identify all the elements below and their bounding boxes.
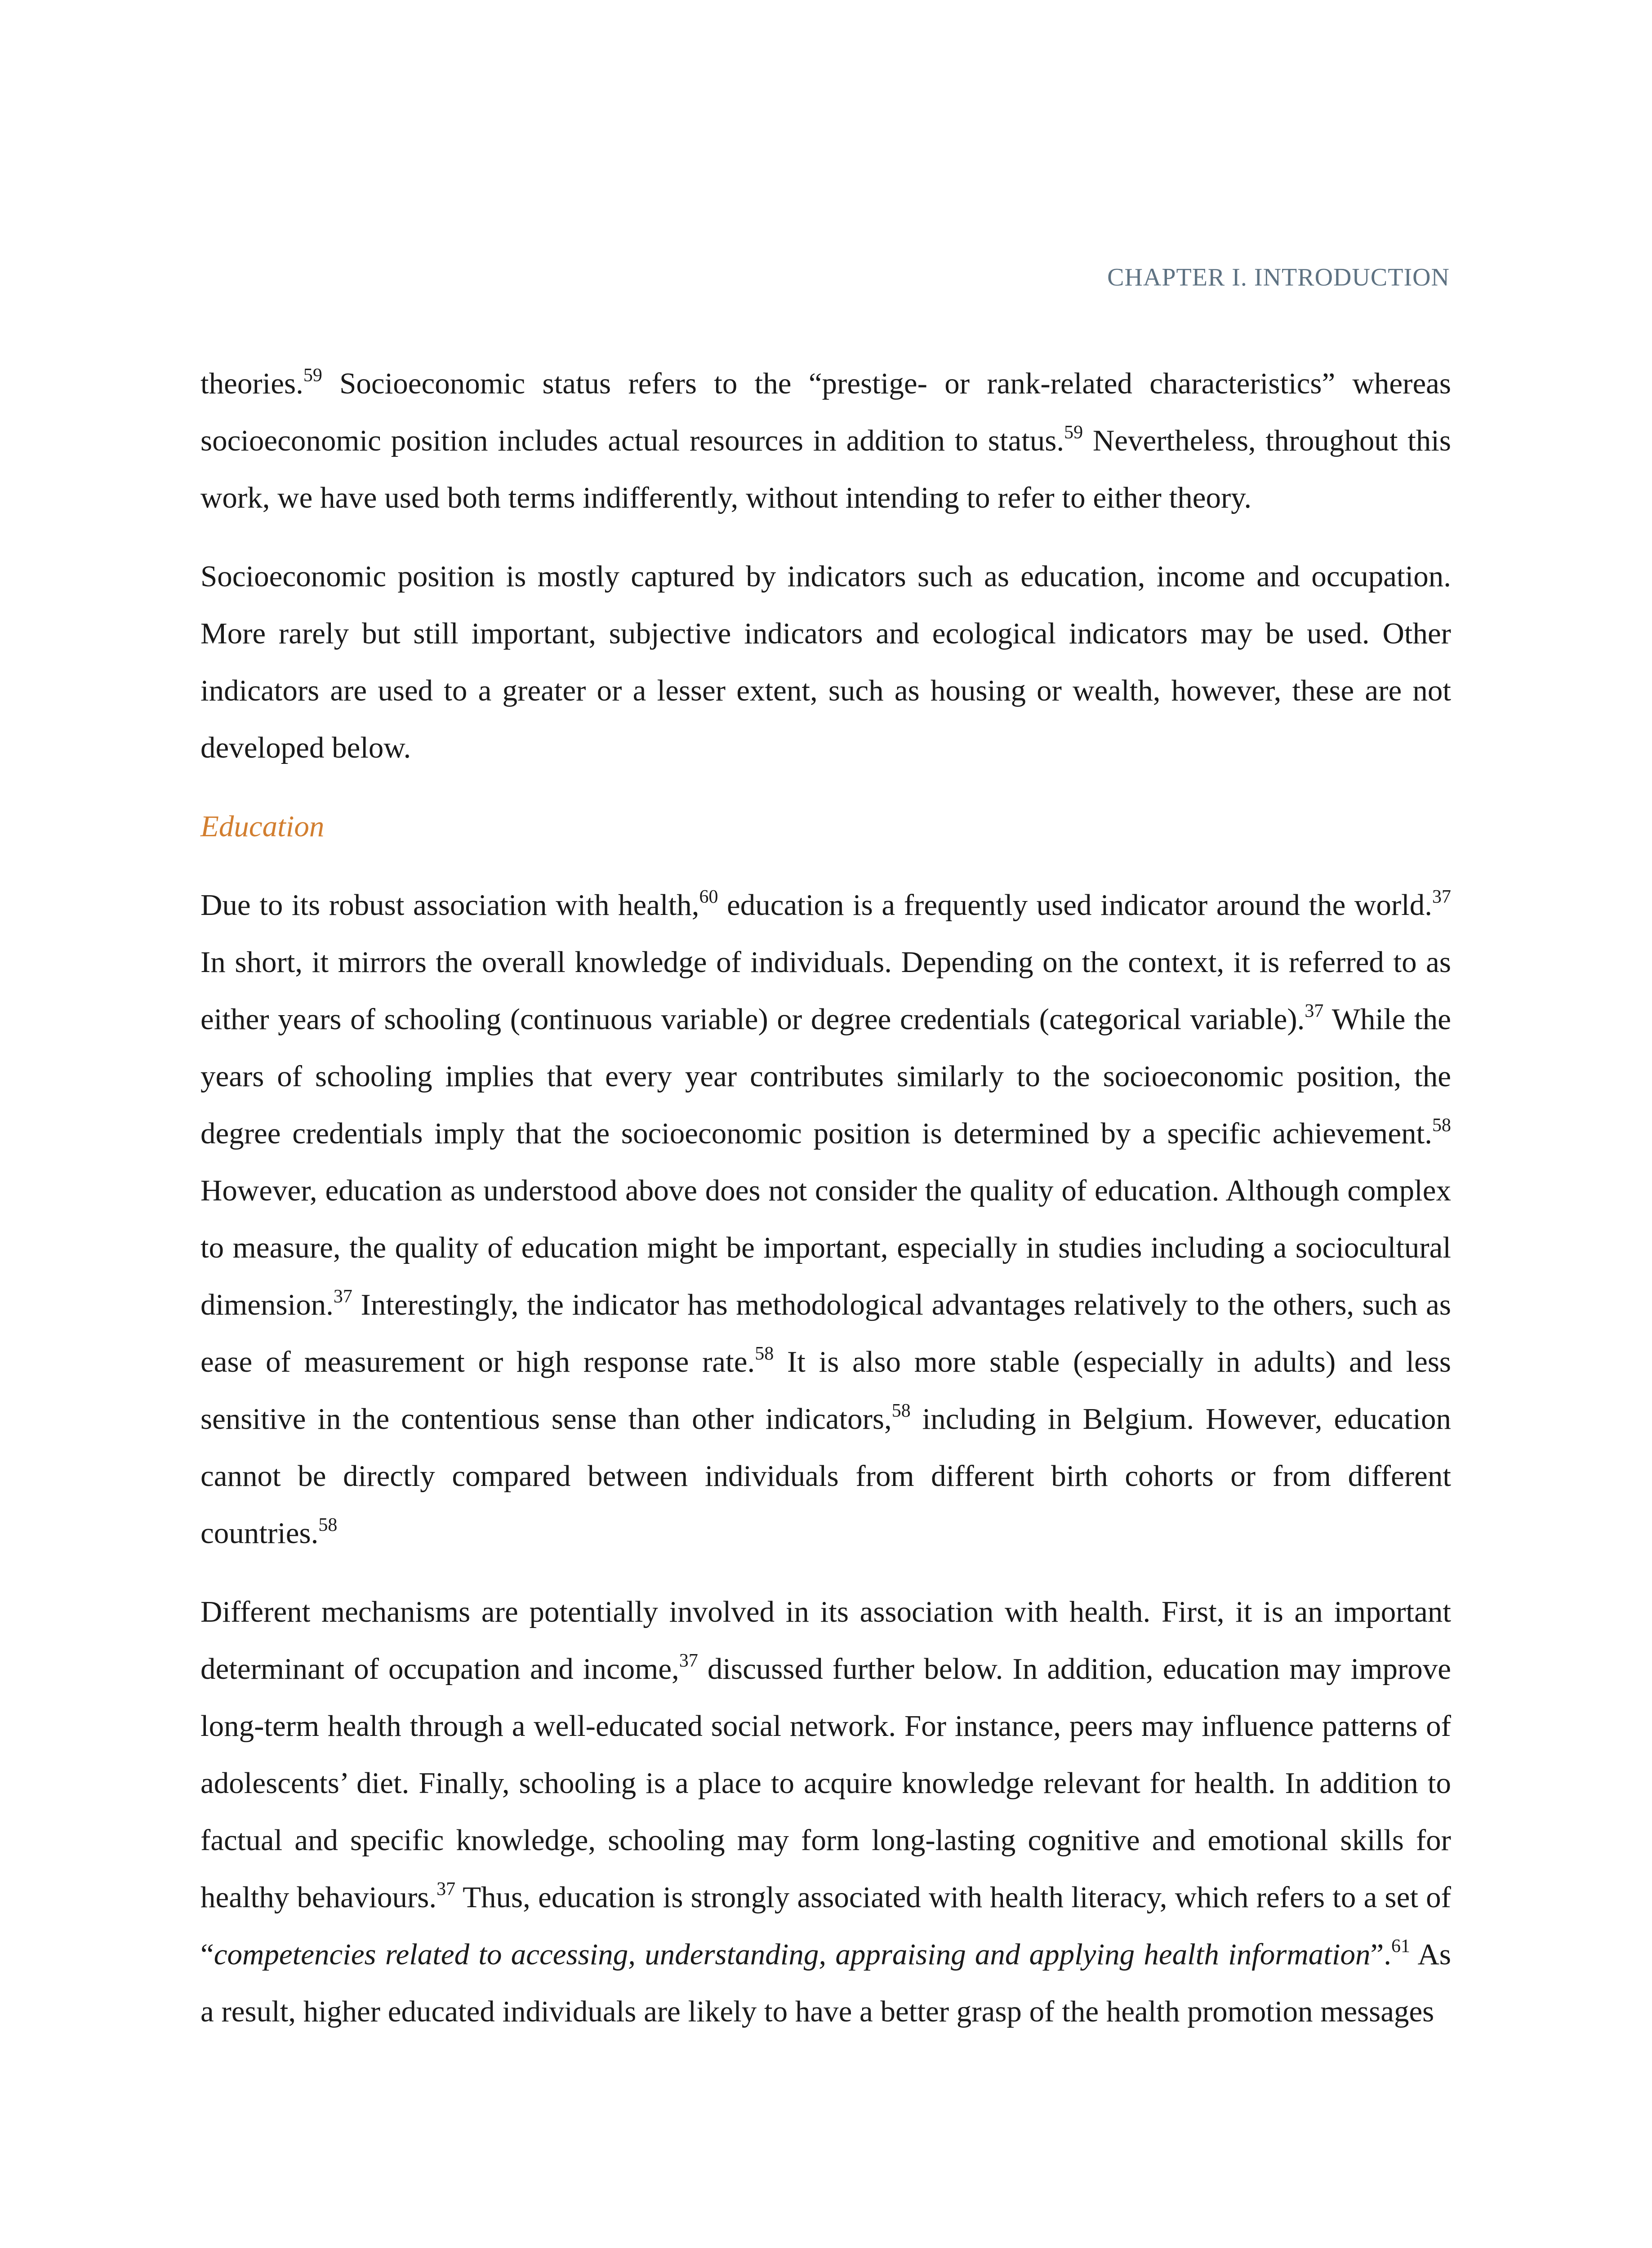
body-text [200, 355, 1451, 2062]
text-run: In short, it mirrors the overall knowledge of individuals. Depending on the context, it is referred to as either years of schooling (continuous variable) or degree credentials (categorical variable). [200, 946, 1451, 1036]
citation-ref: 59 [1064, 422, 1083, 443]
text-run: discussed further below. In addition, education may improve long-term health through a well-educated social network. For instance, peers may influence patterns of adolescents’ diet. Finally, schooling is a place to acquire knowledge relevant for health. In addition to factual and specific knowledge, schooling may form long-lasting cognitive and emotional skills for healthy behaviours. [200, 1652, 1452, 1914]
text-run: Interestingly, the indicator has methodological advantages relatively to the others, such as ease of measurement or high response rate. [200, 1288, 1451, 1378]
italic-quote: competencies related to accessing, understanding, appraising and applying health information [214, 1938, 1371, 1971]
text-run: ”. [1370, 1938, 1391, 1971]
citation-ref: 37 [333, 1286, 352, 1307]
citation-ref: 37 [1432, 886, 1451, 907]
text-run: education is a frequently used indicator around the world. [718, 888, 1432, 922]
text-run: However, education as understood above does not consider the quality of education. Although complex to measure, the quality of education might be important, especially in studies including a sociocultural dimension. [200, 1174, 1451, 1321]
citation-ref: 37 [679, 1650, 698, 1671]
text-run: While the years of schooling implies that every year contributes similarly to the socioeconomic position, the degree credentials imply that the socioeconomic position is determined by a specific achievement. [200, 1003, 1451, 1150]
paragraph-2: Socioeconomic position is mostly captured by indicators such as education, income and occupation. More rarely but still important, subjective indicators and ecological indicators may be used. Other indicators are used to a greater or a lesser extent, such as housing or wealth, however, these are not developed below. [200, 560, 1451, 764]
running-header: CHAPTER I. INTRODUCTION [1107, 263, 1450, 291]
text-run: Due to its robust association with health, [200, 888, 699, 922]
citation-ref: 61 [1391, 1936, 1410, 1957]
citation-ref: 58 [1432, 1115, 1451, 1136]
paragraph-3 [200, 877, 1451, 1562]
citation-ref: 58 [318, 1514, 338, 1535]
text-run: Thus, education is strongly associated with health literacy, which refers to a set of “ [200, 1881, 1451, 1971]
citation-ref: 37 [436, 1878, 456, 1900]
text-run: Different mechanisms are potentially involved in its association with health. First, it is an important determinant of occupation and income, [200, 1595, 1451, 1686]
text-run: It is also more stable (especially in adults) and less sensitive in the contentious sense than other indicators, [200, 1345, 1451, 1436]
text-run: As a result, higher educated individuals are likely to have a better grasp of the health promotion messages [200, 1938, 1451, 2028]
text-run: Socioeconomic status refers to the “prestige- or rank-related characteristics” whereas socioeconomic position includes actual resources in addition to status. [200, 367, 1451, 457]
citation-ref: 59 [303, 365, 322, 386]
citation-ref: 58 [755, 1343, 774, 1364]
citation-ref: 37 [1305, 1000, 1324, 1021]
text-run: theories. [200, 367, 303, 400]
citation-ref: 60 [699, 886, 718, 907]
paragraph-4 [200, 1583, 1451, 2040]
paragraph-1 [200, 355, 1451, 526]
text-run: Nevertheless, throughout this work, we have used both terms indifferently, without intending to refer to either theory. [200, 424, 1451, 514]
citation-ref: 58 [891, 1400, 911, 1421]
section-heading: Education [200, 810, 325, 843]
text-run: including in Belgium. However, education cannot be directly compared between individuals from different birth cohorts or from different countries. [200, 1402, 1451, 1550]
